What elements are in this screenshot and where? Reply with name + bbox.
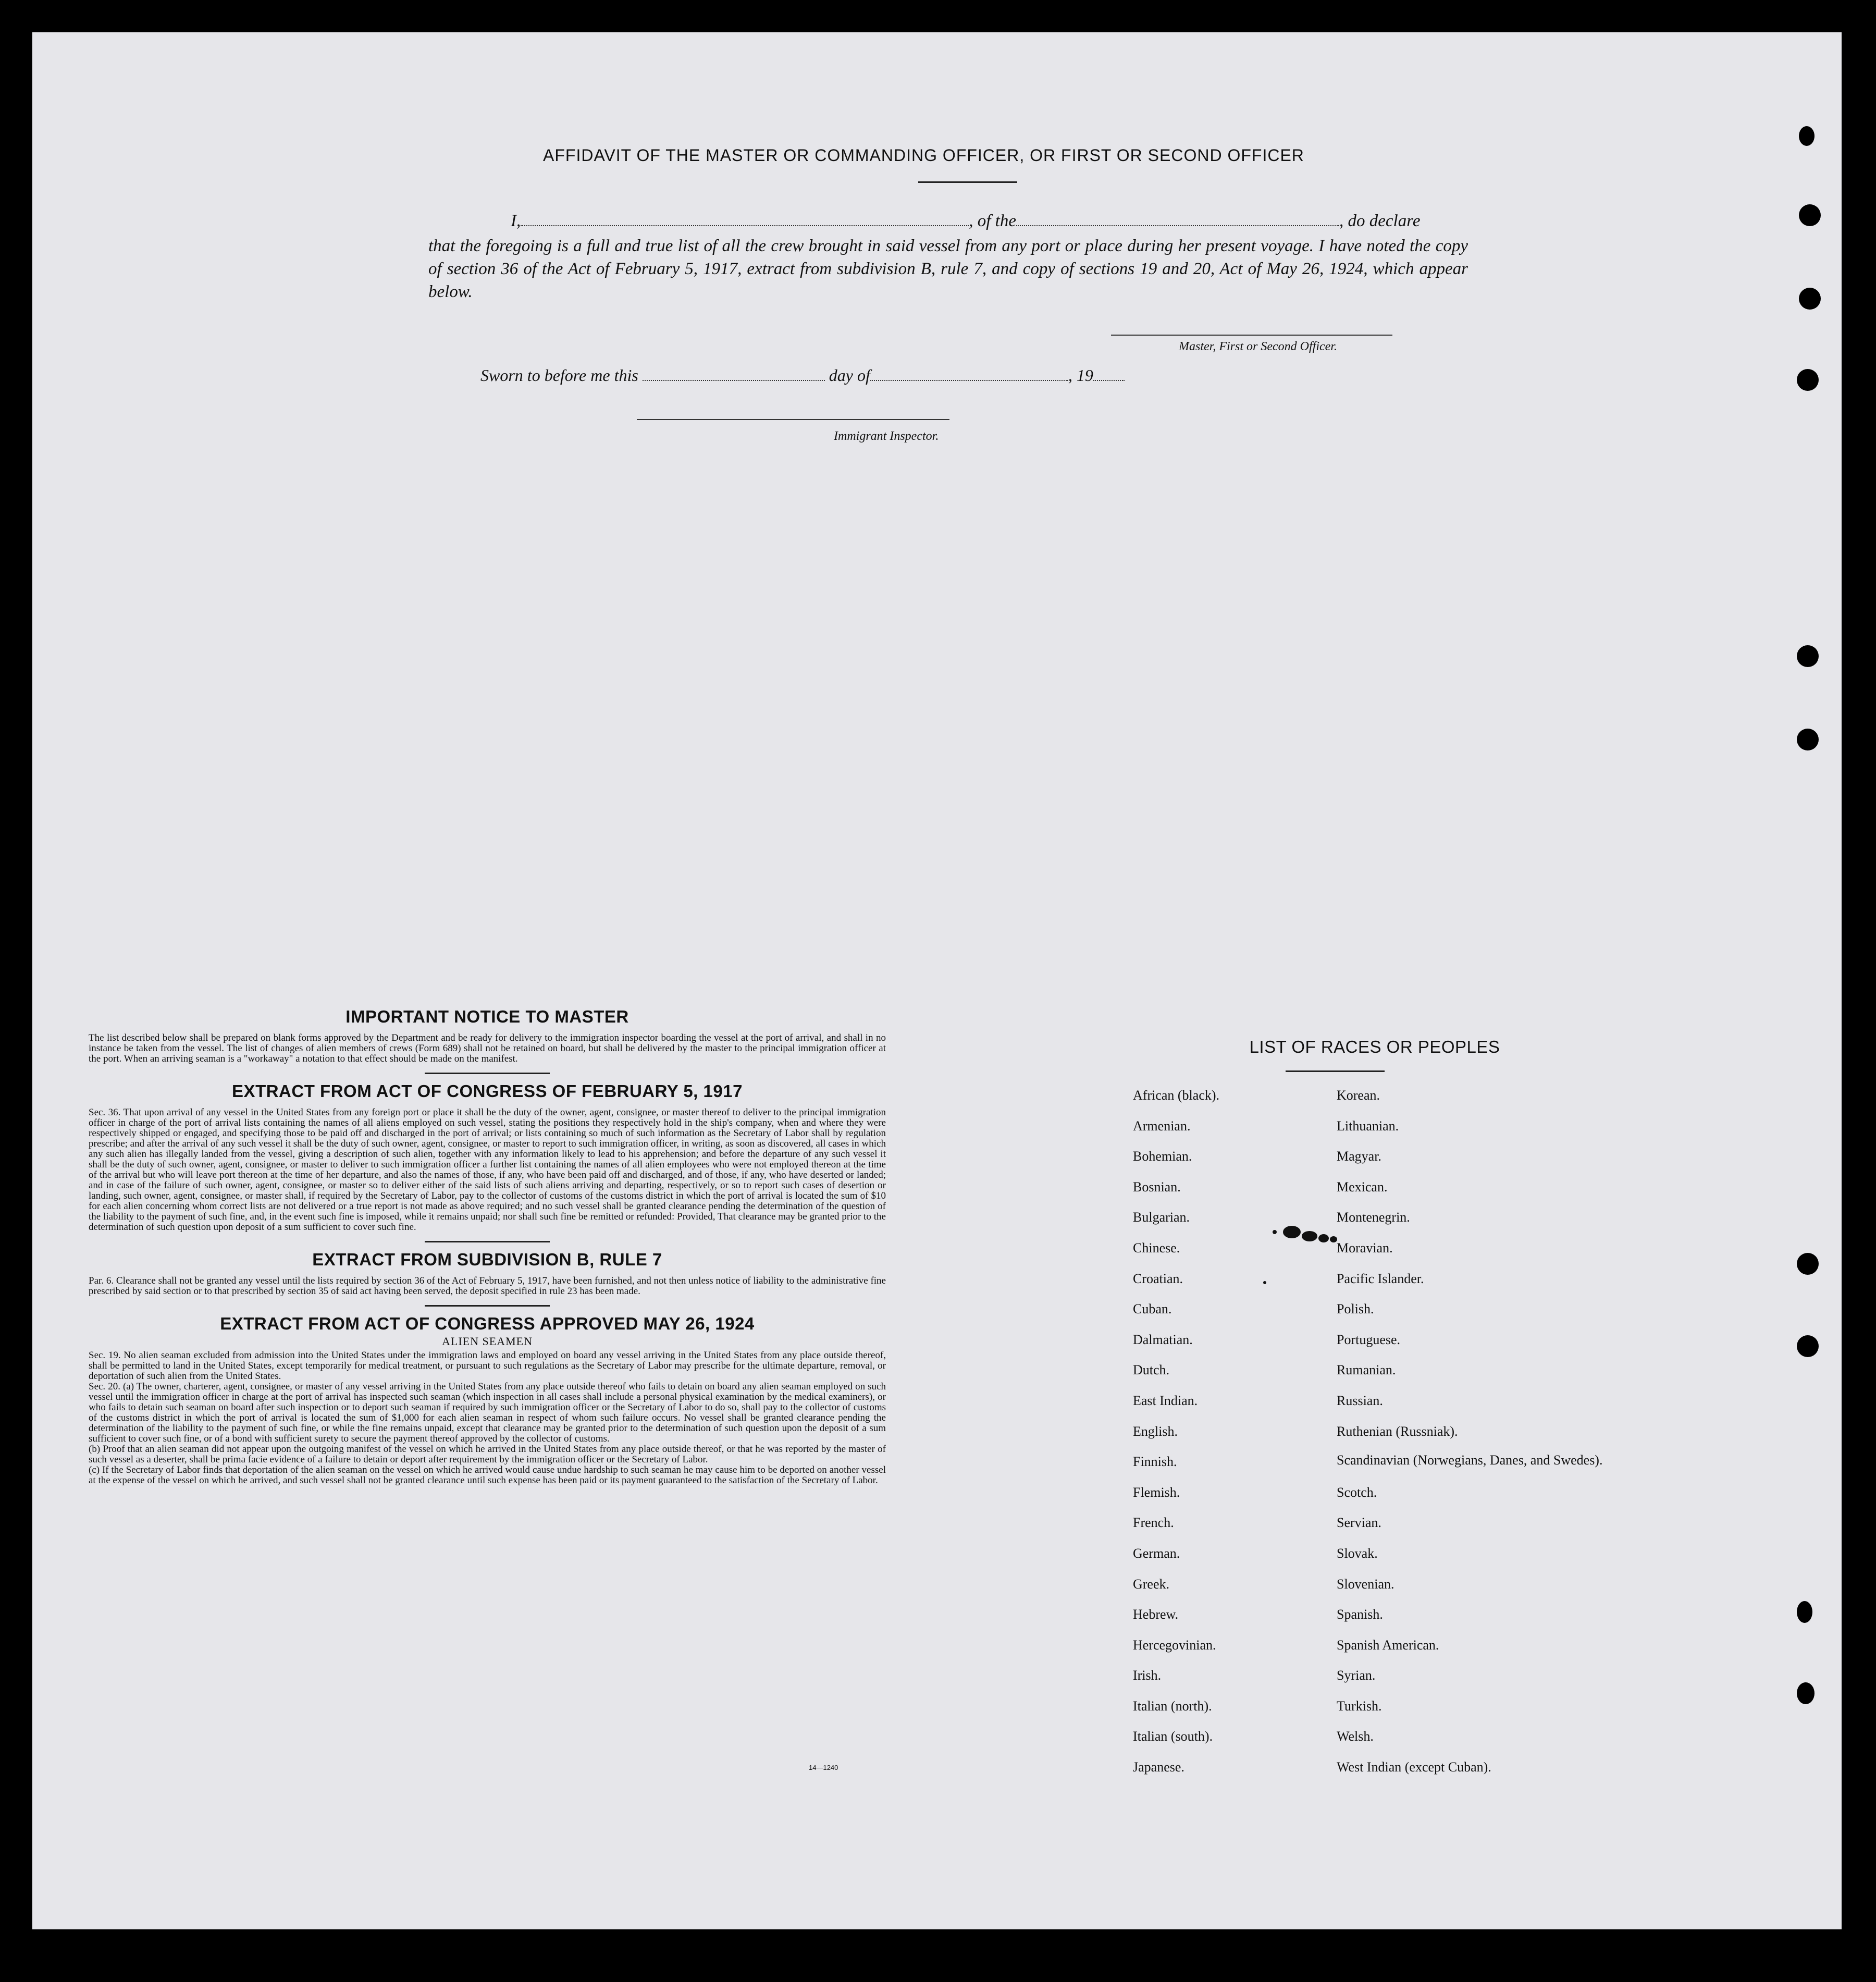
declarant-label: I, [511,212,521,230]
divider [918,181,1017,183]
sworn-statement [480,366,1125,385]
sworn-year-blank[interactable] [1093,380,1125,381]
notice-heading: IMPORTANT NOTICE TO MASTER [345,1007,629,1026]
race-item: Portuguese. [1337,1332,1401,1347]
extract3-sec20b: (b) Proof that an alien seaman did not appear upon the outgoing manifest of the vessel on which he arrived in the United States from any place outside thereof, or that he was reported by the master of such vessel as a deserter, shall be prima facie evidence of a failure to detain or deport after requirement by the immigration officer or the Secretary of Labor. [89,1444,886,1465]
race-item: Slovak. [1337,1545,1378,1561]
declare-text: , do declare [1339,212,1421,230]
affidavit-title: AFFIDAVIT OF THE MASTER OR COMMANDING OFFICER, OR FIRST OR SECOND OFFICER [543,146,1304,165]
race-item: English. [1133,1423,1178,1439]
race-item: French. [1133,1515,1174,1531]
race-item: East Indian. [1133,1393,1198,1408]
ink-blot [1283,1226,1301,1238]
ink-blot [1263,1281,1266,1284]
extract2-text: Par. 6. Clearance shall not be granted any vessel until the lists required by section 36 of the Act of February 5, 1917, have been furnished, and not then unless notice of liability to the administrative fine prescribed by said section or to that prescribed by section 35 of said act having been served, the deposit specified in rule 23 has been made. [89,1275,886,1297]
race-item: African (black). [1133,1088,1220,1103]
divider [425,1305,550,1307]
race-item: Irish. [1133,1668,1162,1683]
punch-hole [1797,1601,1812,1623]
sworn-day-blank[interactable] [643,380,825,381]
race-item: Magyar. [1337,1149,1381,1164]
extract1-text: Sec. 36. That upon arrival of any vessel in the United States from any foreign port or place it shall be the duty of the owner, agent, consignee, or master thereof to deliver to the principal immigration officer in charge of the port of arrival lists containing the names of all aliens employed on such vessel, stating the positions they respectively hold in the ship's company, when and where they were respectively shipped or engaged, and specifying those to be paid off and discharged in the port of arrival; or lists containing so much of such information as the Secretary of Labor shall by regulation prescribe; and after the arrival of any such vessel it shall be the duty of such owner, agent, consignee, or master to report to such immigration officer, in writing, as soon as discovered, all cases in which any such alien has illegally landed from the vessel, giving a description of such alien, together with any information likely to lead to his apprehension; and before the departure of any such vessel it shall be the duty of such owner, agent, consignee, or master to deliver to such immigration officer a further list containing the names of all alien employees who were not employed thereon at the time of the arrival but who will leave port thereon at the time of her departure, and also the names of those, if any, who have been paid off and discharged, and of those, if any, who have deserted or landed; and in case of the failure of such owner, agent, consignee, or master so to deliver either of the said lists of such aliens arriving and departing, respectively, or so to report such cases of desertion or landing, such owner, agent, consignee, or master shall, if required by the Secretary of Labor, pay to the collector of customs of the customs district in which the port of arrival is located the sum of $10 for each alien concerning whom correct lists are not delivered or a true report is not made as above required; and no such vessel shall be granted clearance pending the determination of the question of the liability to the payment of such fine, and, in the event such fine is imposed, while it remains unpaid; nor shall such fine be remitted or refunded: Provided, That clearance may be granted prior to the determination of such question upon deposit of a sum sufficient to cover such fine. [89,1107,886,1233]
document-page [32,32,1842,1929]
race-item: Pacific Islander. [1337,1271,1424,1286]
ink-blot [1302,1231,1317,1241]
race-item: Spanish American. [1337,1637,1439,1653]
extract1-heading: EXTRACT FROM ACT OF CONGRESS OF FEBRUARY 5, 1917 [232,1081,743,1101]
notice-text: The list described below shall be prepared on blank forms approved by the Department and be ready for delivery to the immigration inspector boarding the vessel at the port of arrival, and shall in no instance be taken from the vessel. The list of changes of alien members of crews (Form 689) shall not be retained on board, but shall be delivered by the master to the principal immigration officer at the port. When an arriving seaman is a "workaway" a notation to that effect should be made on the manifest. [89,1032,886,1064]
ink-blot [1273,1230,1277,1234]
race-item: Mexican. [1337,1179,1388,1195]
race-item: Servian. [1337,1515,1381,1531]
race-item: Turkish. [1337,1698,1382,1714]
race-item: Bulgarian. [1133,1210,1190,1225]
punch-hole [1797,729,1819,750]
race-item: Armenian. [1133,1118,1191,1134]
race-item: Cuban. [1133,1301,1172,1317]
extract2-heading: EXTRACT FROM SUBDIVISION B, RULE 7 [312,1250,662,1269]
race-item: German. [1133,1545,1180,1561]
ink-blot [1318,1234,1329,1242]
race-item: Chinese. [1133,1240,1180,1255]
declarant-name-blank[interactable] [521,225,969,226]
affidavit-declaration-line [428,210,1468,232]
signature-line[interactable] [1111,335,1392,336]
race-item: Bosnian. [1133,1179,1181,1195]
divider [425,1241,550,1242]
notices-column [89,1007,886,1486]
day-of-label: day of [829,366,870,385]
punch-hole [1797,369,1819,391]
punch-hole [1799,288,1821,310]
races-column-2 [1337,1088,1628,1790]
inspector-label: Immigrant Inspector. [834,429,939,443]
race-item: Welsh. [1337,1729,1374,1744]
divider [425,1073,550,1074]
race-item: Italian (south). [1133,1729,1213,1744]
punch-hole [1799,204,1821,226]
extract3-sec20a: Sec. 20. (a) The owner, charterer, agent, consignee, or master of any vessel arriving in the United States from any place outside thereof who fails to detain on board any alien seaman employed on such vessel until the immigration officer in charge at the port of arrival has inspected such seaman (which inspection in all cases shall include a personal physical examination by the medical examiners), or who fails to detain such seaman on board after such inspection or to deport such seaman if required by such immigration officer or the Secretary of Labor to do so, shall pay to the collector of customs of the customs district in which the port of arrival is located the sum of $1,000 for each alien seaman in respect of whom such failure occurs. No vessel shall be granted clearance pending the determination of the liability to the payment of such fine, or while the fine remains unpaid, except that clearance may be granted prior to the determination of such question upon the deposit of a sum sufficient to cover such fine, or of a bond with sufficient surety to secure the payment thereof approved by the collector of customs. [89,1381,886,1444]
race-item: Syrian. [1337,1668,1376,1683]
race-item: Lithuanian. [1337,1118,1399,1134]
race-item: Bohemian. [1133,1149,1192,1164]
race-item: Dalmatian. [1133,1332,1193,1347]
affidavit-paragraph: that the foregoing is a full and true list of all the crew brought in said vessel from any port or place during her present voyage. I have noted the copy of section 36 of the Act of February 5, 1917, extract from subdivision B, rule 7, and copy of sections 19 and 20, Act of May 26, 1924, which appear below. [428,237,1468,301]
race-item: Polish. [1337,1301,1374,1317]
year-prefix: , 19 [1068,366,1093,385]
race-item: Hebrew. [1133,1607,1179,1622]
race-item: Japanese. [1133,1759,1184,1775]
race-item: Ruthenian (Russniak). [1337,1423,1458,1439]
sworn-text: Sworn to before me this [480,366,638,385]
race-item: Korean. [1337,1088,1380,1103]
race-item: Finnish. [1133,1454,1177,1470]
extract3-sec19: Sec. 19. No alien seaman excluded from admission into the United States under the immigration laws and employed on board any vessel arriving in the United States from any place outside thereof, shall be permitted to land in the United States, except temporarily for medical treatment, or pursuant to such regulations as the Secretary of Labor may prescribe for the ultimate departure, removal, or deportation of such alien from the United States. [89,1350,886,1382]
vessel-name-blank[interactable] [1016,225,1339,226]
punch-hole [1797,1682,1815,1704]
form-number: 14—1240 [809,1764,838,1771]
punch-hole [1797,1253,1819,1275]
inspector-signature-line[interactable] [637,419,949,420]
race-item: Slovenian. [1337,1576,1394,1592]
punch-hole [1797,645,1819,667]
punch-hole [1797,1335,1819,1357]
sworn-month-blank[interactable] [870,380,1068,381]
race-item: Croatian. [1133,1271,1183,1286]
race-item: Rumanian. [1337,1362,1396,1378]
race-item: Hercegovinian. [1133,1637,1216,1653]
signature-label: Master, First or Second Officer. [1179,340,1337,353]
race-item: Moravian. [1337,1240,1393,1255]
race-item: Montenegrin. [1337,1210,1410,1225]
race-item: West Indian (except Cuban). [1337,1759,1491,1775]
race-item: Russian. [1337,1393,1383,1408]
extract3-subheading: ALIEN SEAMEN [442,1335,533,1348]
race-item: Dutch. [1133,1362,1170,1378]
race-item: Greek. [1133,1576,1170,1592]
race-item: Flemish. [1133,1484,1180,1500]
races-title: LIST OF RACES OR PEOPLES [1249,1037,1500,1056]
vessel-label: , of the [969,212,1016,230]
race-item: Spanish. [1337,1607,1383,1622]
race-item: Scandinavian (Norwegians, Danes, and Swedes). [1337,1452,1603,1468]
punch-hole [1799,126,1815,146]
race-item: Italian (north). [1133,1698,1212,1714]
extract3-heading: EXTRACT FROM ACT OF CONGRESS APPROVED MAY 26, 1924 [220,1314,755,1333]
race-item: Scotch. [1337,1484,1377,1500]
extract3-sec20c: (c) If the Secretary of Labor finds that deportation of the alien seaman on the vessel on which he arrived would cause undue hardship to such seaman he may cause him to be deported on another vessel at the expense of the vessel on which he arrived, and such vessel shall not be granted clearance until such expense has been paid or its payment guaranteed to the satisfaction of the Secretary of Labor. [89,1464,886,1486]
divider [1286,1070,1385,1072]
ink-blot [1330,1236,1337,1242]
